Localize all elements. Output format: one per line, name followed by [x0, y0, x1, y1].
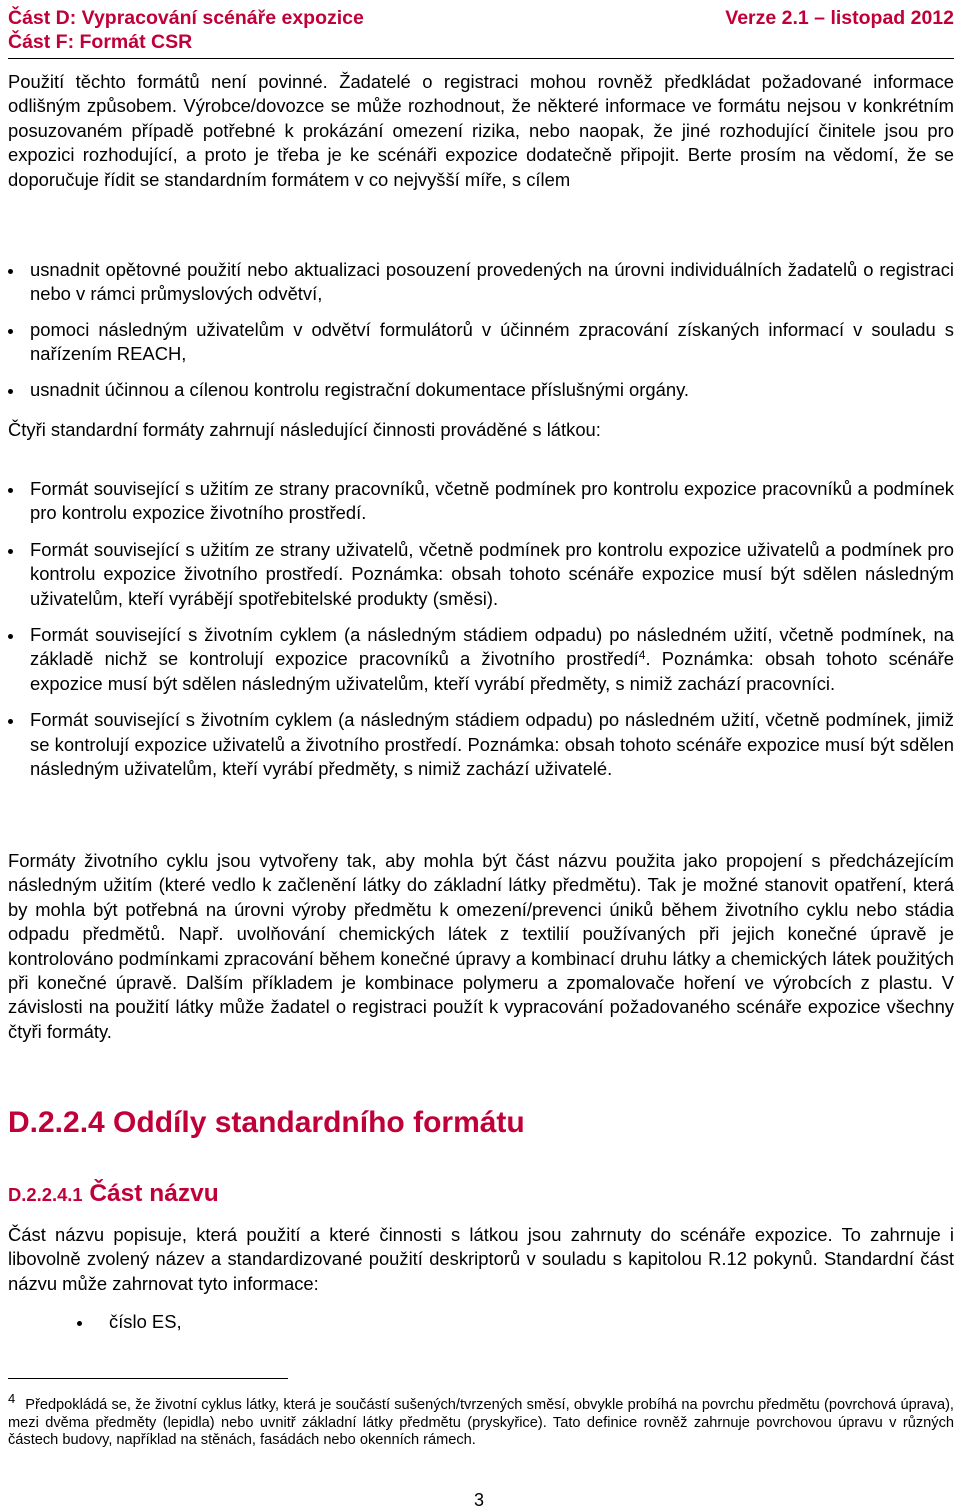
bullet-icon: [8, 269, 13, 274]
footnote-reference-link[interactable]: 4: [638, 648, 646, 663]
footnote-text: Předpokládá se, že životní cyklus látky, která je součástí sušených/tvrzených směsí, obvykle probíhá na povrchu předmětu (povrchová úprava), mezi dvěma předměty (lepidla) nebo uvnitř základní látky předmětu (pryskyřice). Tato definice rovněž zahrnuje povrchovou úpravu v různých částech budovy, například na stěnách, fasádách nebo okenních rámech.: [8, 1397, 954, 1449]
list-item-text: Formát související s užitím ze strany uživatelů, včetně podmínek pro kontrolu expozice uživatelů a podmínek pro kontrolu expozice životního prostředí. Poznámka: obsah tohoto scénáře expozice musí být sdělen následným uživatelům, kteří vyrábějí spotřebitelské produkty (směsi).: [30, 538, 954, 609]
footnote: [8, 1391, 954, 1450]
page-header: [8, 0, 954, 59]
bullet-icon: [8, 719, 13, 724]
four-formats-intro: Čtyři standardní formáty zahrnují následující činnosti prováděné s látkou:: [8, 419, 601, 440]
bullet-icon: [8, 329, 13, 334]
list-item: [8, 538, 954, 611]
aims-list: [8, 258, 954, 413]
part-paragraph: Část názvu popisuje, která použití a které činnosti s látkou jsou zahrnuty do scénáře expozice. To zahrnuje i libovolně zvolený název a standardizované použití deskriptorů v souladu s kapitolou R.12 pokynů. Standardní část názvu může zahrnovat tyto informace:: [8, 1224, 954, 1294]
subsection-number: D.2.2.4.1: [8, 1184, 83, 1205]
subsection-title: Část názvu: [89, 1180, 219, 1207]
header-part-f: Část F: Formát CSR: [8, 31, 193, 53]
header-version: Verze 2.1 – listopad 2012: [725, 7, 954, 29]
list-item-text: usnadnit opětovné použití nebo aktualizaci posouzení provedených na úrovni individuálních žadatelů o registraci nebo v rámci průmyslových odvětví,: [30, 259, 954, 305]
bullet-icon: [8, 488, 13, 493]
section-heading: D.2.2.4 Oddíly standardního formátu: [8, 1106, 525, 1139]
list-item-text: Formát související s životním cyklem (a následným stádiem odpadu) po následném užití, včetně podmínek, jimiž se kontrolují expozice uživatelů a životního prostředí. Poznámka: obsah tohoto scénáře expozice musí být sdělen následným uživatelům, kteří vyrábí předměty, s nimiž zachází uživatelé.: [30, 709, 954, 780]
document-page: [8, 0, 954, 1510]
list-item-text: pomoci následným uživatelům v odvětví formulátorů v účinném zpracování získaných informací v souladu s nařízením REACH,: [30, 318, 954, 365]
intro-paragraph-main: Použití těchto formátů není povinné. Žadatelé o registraci mohou rovněž předkládat požadované informace odlišným způsobem. Výrobce/dovozce se může rozhodnout, že některé informace ve formátu nejsou v konkrétním posuzovaném případě potřebné k prokázání omezení rizika, nebo naopak, že jiné rozhodující činitele jsou pro expozici rozhodující, a proto je třeba je ke scénáři expozice dodatečně připojit.: [8, 71, 954, 166]
list-item-text: číslo ES,: [109, 1311, 182, 1332]
formats-list: [8, 477, 954, 793]
footnote-mark: 4: [8, 1391, 16, 1406]
bullet-icon: [8, 634, 13, 639]
list-item: [8, 318, 954, 367]
bullet-icon: [8, 549, 13, 554]
bullet-icon: [77, 1321, 82, 1326]
list-item: [8, 708, 954, 781]
header-part-d: Část D: Vypracování scénáře expozice: [8, 7, 364, 29]
list-item-text: Formát související s životním cyklem (a následným stádiem odpadu) po následném užití, včetně podmínek, na základě nichž se kontrolují expozice pracovníků a životního prostředí: [30, 624, 954, 670]
lifecycle-paragraph: Formáty životního cyklu jsou vytvořeny tak, aby mohla být část názvu použita jako propojení s předcházejícím následným užitím (které vedlo k začlenění látky do základní látky předmětu). Tak je možné stanovit opatření, která by mohla být potřebná na úrovni výroby předmětu k omezení/prevenci úniků během životního cyklu nebo stádia odpadu předmětů. Např. uvolňování chemických látek z textilií používaných při jejich konečné úpravě je kontrolováno podmínkami zpracování během konečné úpravy a kombinací druhu látky a chemických látek použitých při konečné úpravě. Dalším příkladem je kombinace polymeru a zpomalovače hoření ve výrobcích z plastu. V závislosti na použití látky může žadatel o registraci použít k vypracování požadovaného scénáře expozice všechny čtyři formáty.: [8, 850, 954, 1042]
subsection-heading: [8, 1180, 219, 1208]
part-info-list: [77, 1310, 954, 1334]
footnote-separator: [8, 1378, 288, 1379]
list-item: [8, 378, 954, 402]
list-item: [8, 477, 954, 526]
list-item-text: usnadnit účinnou a cílenou kontrolu registrační dokumentace příslušnými orgány.: [30, 378, 690, 400]
list-item-text: Formát související s užitím ze strany pracovníků, včetně podmínek pro kontrolu expozice pracovníků a podmínek pro kontrolu expozice životního prostředí.: [30, 478, 954, 524]
list-item-text-continued: . Poznámka: obsah tohoto scénáře expozice musí být sdělen následným uživatelům, kteří vyrábí předměty, s nimiž zachází pracovníci.: [30, 648, 954, 694]
intro-paragraph: [8, 70, 954, 192]
list-item: [8, 623, 954, 696]
intro-paragraph-rest: Berte prosím na vědomí, že se doporučuje řídit se standardním formátem v co nejvyšší míře, s cílem: [8, 144, 954, 190]
list-item: [77, 1310, 954, 1334]
list-item: [8, 258, 954, 307]
bullet-icon: [8, 389, 13, 394]
page-number: 3: [474, 1490, 485, 1510]
